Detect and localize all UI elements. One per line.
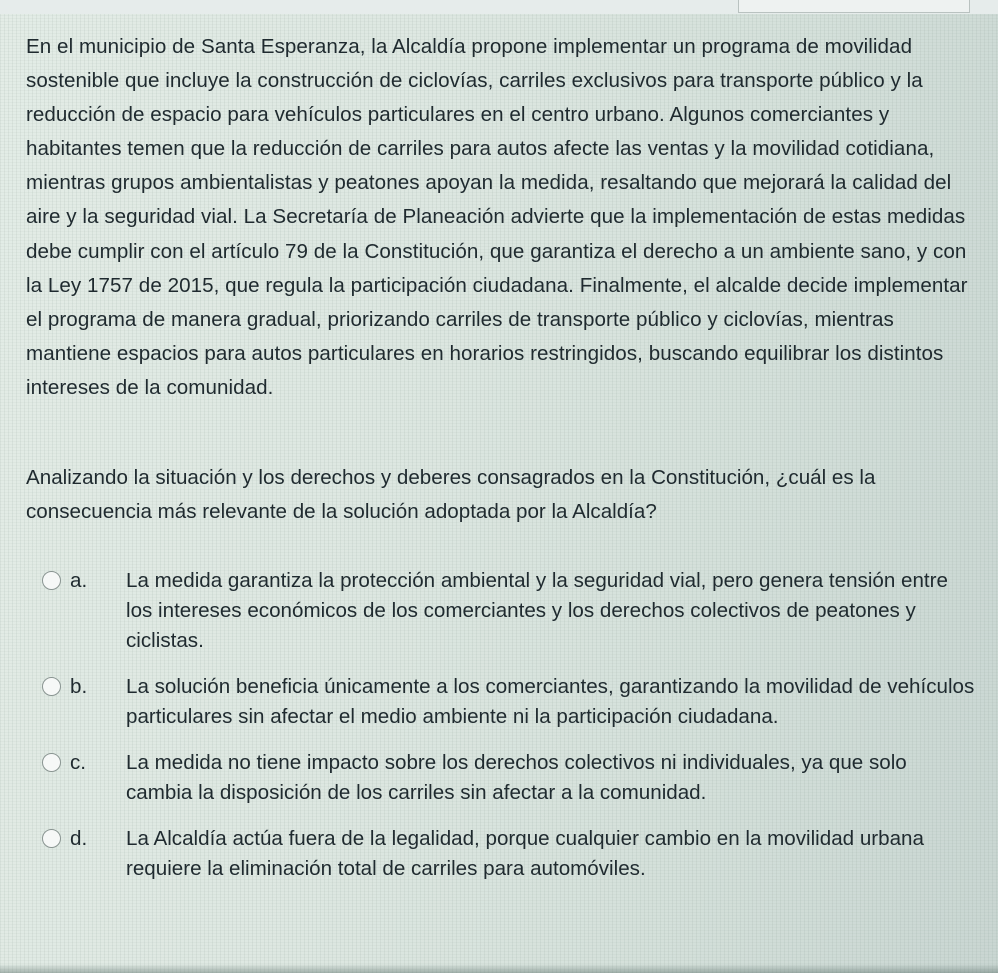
option-text: La medida no tiene impacto sobre los derechos colectivos ni individuales, ya que solo cambia la disposición de los carriles sin afectar a la comunidad.	[126, 751, 907, 805]
option-letter: d.	[70, 827, 88, 851]
option-letter: a.	[70, 569, 88, 593]
answer-options	[26, 566, 976, 884]
option-d[interactable]	[26, 824, 976, 884]
question-text: Analizando la situación y los derechos y deberes consagrados en la Constitución, ¿cuál es la consecuencia más relevante de la solución adoptada por la Alcaldía?	[26, 466, 876, 524]
radio-button-b[interactable]	[42, 677, 61, 696]
top-toolbar-box	[738, 0, 970, 13]
problem-paragraph: En el municipio de Santa Esperanza, la Alcaldía propone implementar un programa de movilidad sostenible que incluye la construcción de ciclovías, carriles exclusivos para transporte público y la reducción de espacio para vehículos particulares en el centro urbano. Algunos comerciantes y habitantes temen que la reducción de carriles para autos afecte las ventas y la movilidad cotidiana, mientras grupos ambientalistas y peatones apoyan la medida, resaltando que mejorará la calidad del aire y la seguridad vial. La Secretaría de Planeación advierte que la implementación de estas medidas debe cumplir con el artículo 79 de la Constitución, que garantiza el derecho a un ambiente sano, y con la Ley 1757 de 2015, que regula la participación ciudadana. Finalmente, el alcalde decide implementar el programa de manera gradual, priorizando carriles de transporte público y ciclovías, mientras mantiene espacios para autos particulares en horarios restringidos, buscando equilibrar los distintos intereses de la comunidad.	[26, 35, 968, 399]
top-bar	[0, 0, 998, 14]
option-text: La medida garantiza la protección ambiental y la seguridad vial, pero genera tensión entre los intereses económicos de los comerciantes y los derechos colectivos de peatones y ciclistas.	[126, 569, 948, 653]
option-b[interactable]	[26, 672, 976, 732]
option-text: La Alcaldía actúa fuera de la legalidad, porque cualquier cambio en la movilidad urbana requiere la eliminación total de carriles para automóviles.	[126, 827, 924, 881]
option-letter: b.	[70, 675, 88, 699]
radio-button-a[interactable]	[42, 571, 61, 590]
radio-button-c[interactable]	[42, 753, 61, 772]
question-container	[26, 30, 976, 900]
radio-button-d[interactable]	[42, 829, 61, 848]
option-letter: c.	[70, 751, 87, 775]
option-text: La solución beneficia únicamente a los comerciantes, garantizando la movilidad de vehículos particulares sin afectar el medio ambiente ni la participación ciudadana.	[126, 675, 975, 729]
option-c[interactable]	[26, 748, 976, 808]
option-a[interactable]	[26, 566, 976, 656]
bottom-edge	[0, 964, 998, 973]
